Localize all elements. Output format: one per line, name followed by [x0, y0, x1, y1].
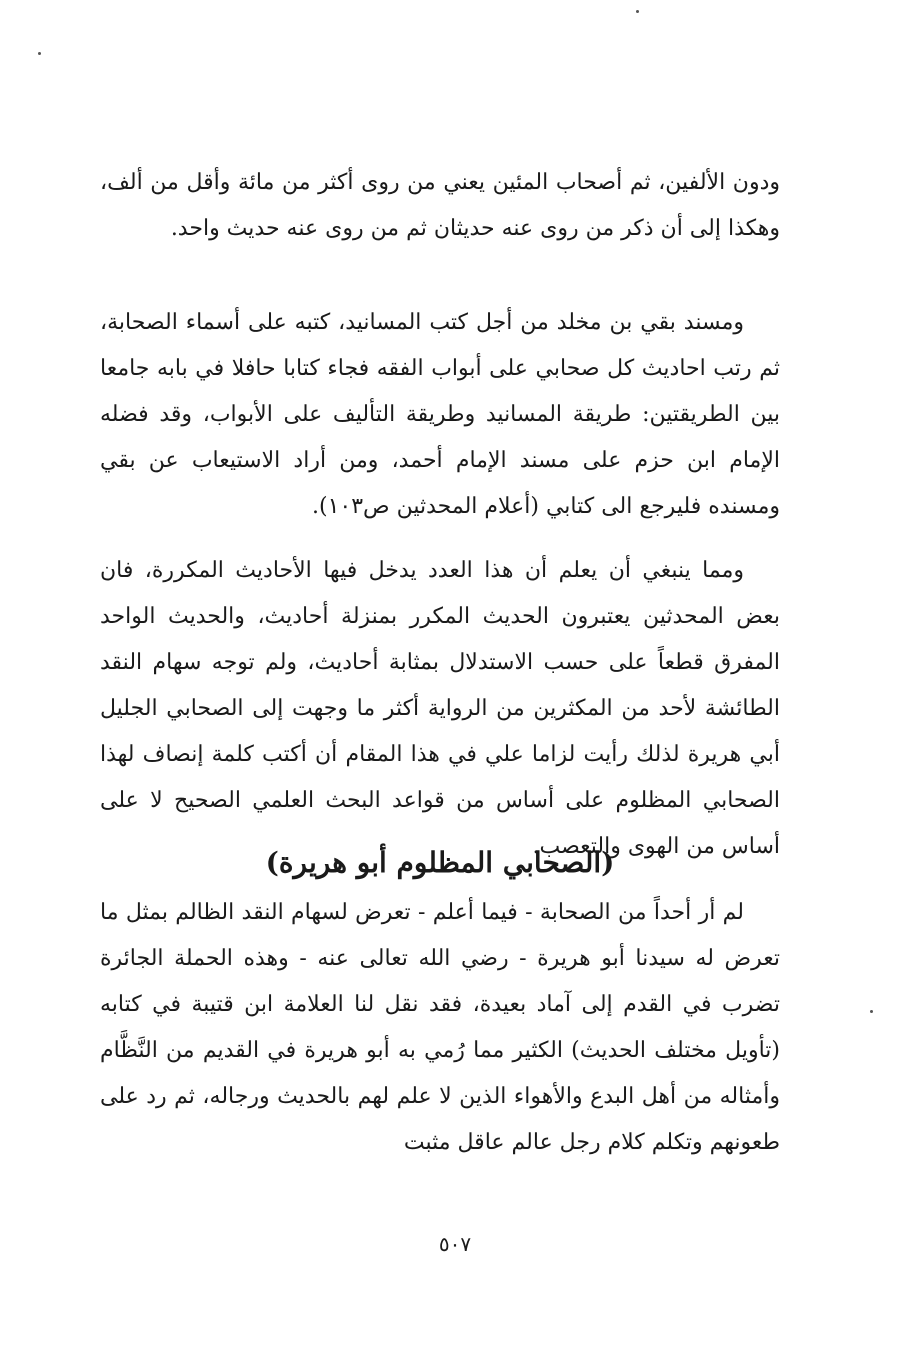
paragraph-4: لم أر أحداً من الصحابة - فيما أعلم - تعرض لسهام النقد الظالم بمثل ما تعرض له سيدنا أبو هريرة - رضي الله تعالى عنه - وهذه الحملة الجائرة تضرب في القدم إلى آماد بعيدة، فقد نقل لنا العلامة ابن قتيبة في كتابه (تأويل مختلف الحديث) الكثير مما رُمي به أبو هريرة في القديم من النَّظَّام وأمثاله من أهل البدع والأهواء الذين لا علم لهم بالحديث ورجاله، ثم رد على طعونهم وتكلم كلام رجل عالم عاقل مثبت — [100, 900, 780, 1155]
paragraph-musnad-baqi — [100, 300, 780, 530]
section-heading: (الصحابي المظلوم أبو هريرة) — [265, 846, 615, 879]
page-number: ٥٠٧ — [438, 1232, 472, 1256]
paragraph-continuation — [100, 160, 780, 252]
scan-speck — [38, 52, 41, 55]
paragraph-abu-hurayra — [100, 890, 780, 1166]
paragraph-3: ومما ينبغي أن يعلم أن هذا العدد يدخل فيها الأحاديث المكررة، فان بعض المحدثين يعتبرون الحديث المكرر بمنزلة أحاديث، والحديث الواحد المفرق قطعاً على حسب الاستدلال بمثابة أحاديث، ولم توجه سهام النقد الطائشة لأحد من المكثرين من الرواية أكثر ما وجهت إلى الصحابي الجليل أبي هريرة لذلك رأيت لزاما علي في هذا المقام أن أكتب كلمة إنصاف لهذا الصحابي المظلوم على أساس من قواعد البحث العلمي الصحيح لا على أساس من الهوى والتعصب. — [100, 558, 780, 859]
paragraph-repeated-hadith — [100, 548, 780, 870]
scan-speck — [636, 10, 639, 13]
scan-speck — [870, 1010, 873, 1013]
paragraph-2: ومسند بقي بن مخلد من أجل كتب المسانيد، كتبه على أسماء الصحابة، ثم رتب احاديث كل صحابي على أبواب الفقه فجاء كتابا حافلا في بابه جامعا بين الطريقتين: طريقة المسانيد وطريقة التأليف على الأبواب، وقد فضله الإمام ابن حزم على مسند الإمام أحمد، ومن أراد الاستيعاب عن بقي ومسنده فليرجع الى كتابي (أعلام المحدثين ص١٠٣). — [100, 310, 780, 519]
paragraph-1: ودون الألفين، ثم أصحاب المئين يعني من روى أكثر من مائة وأقل من ألف، وهكذا إلى أن ذكر من روى عنه حديثان ثم من روى عنه حديث واحد. — [100, 170, 780, 241]
